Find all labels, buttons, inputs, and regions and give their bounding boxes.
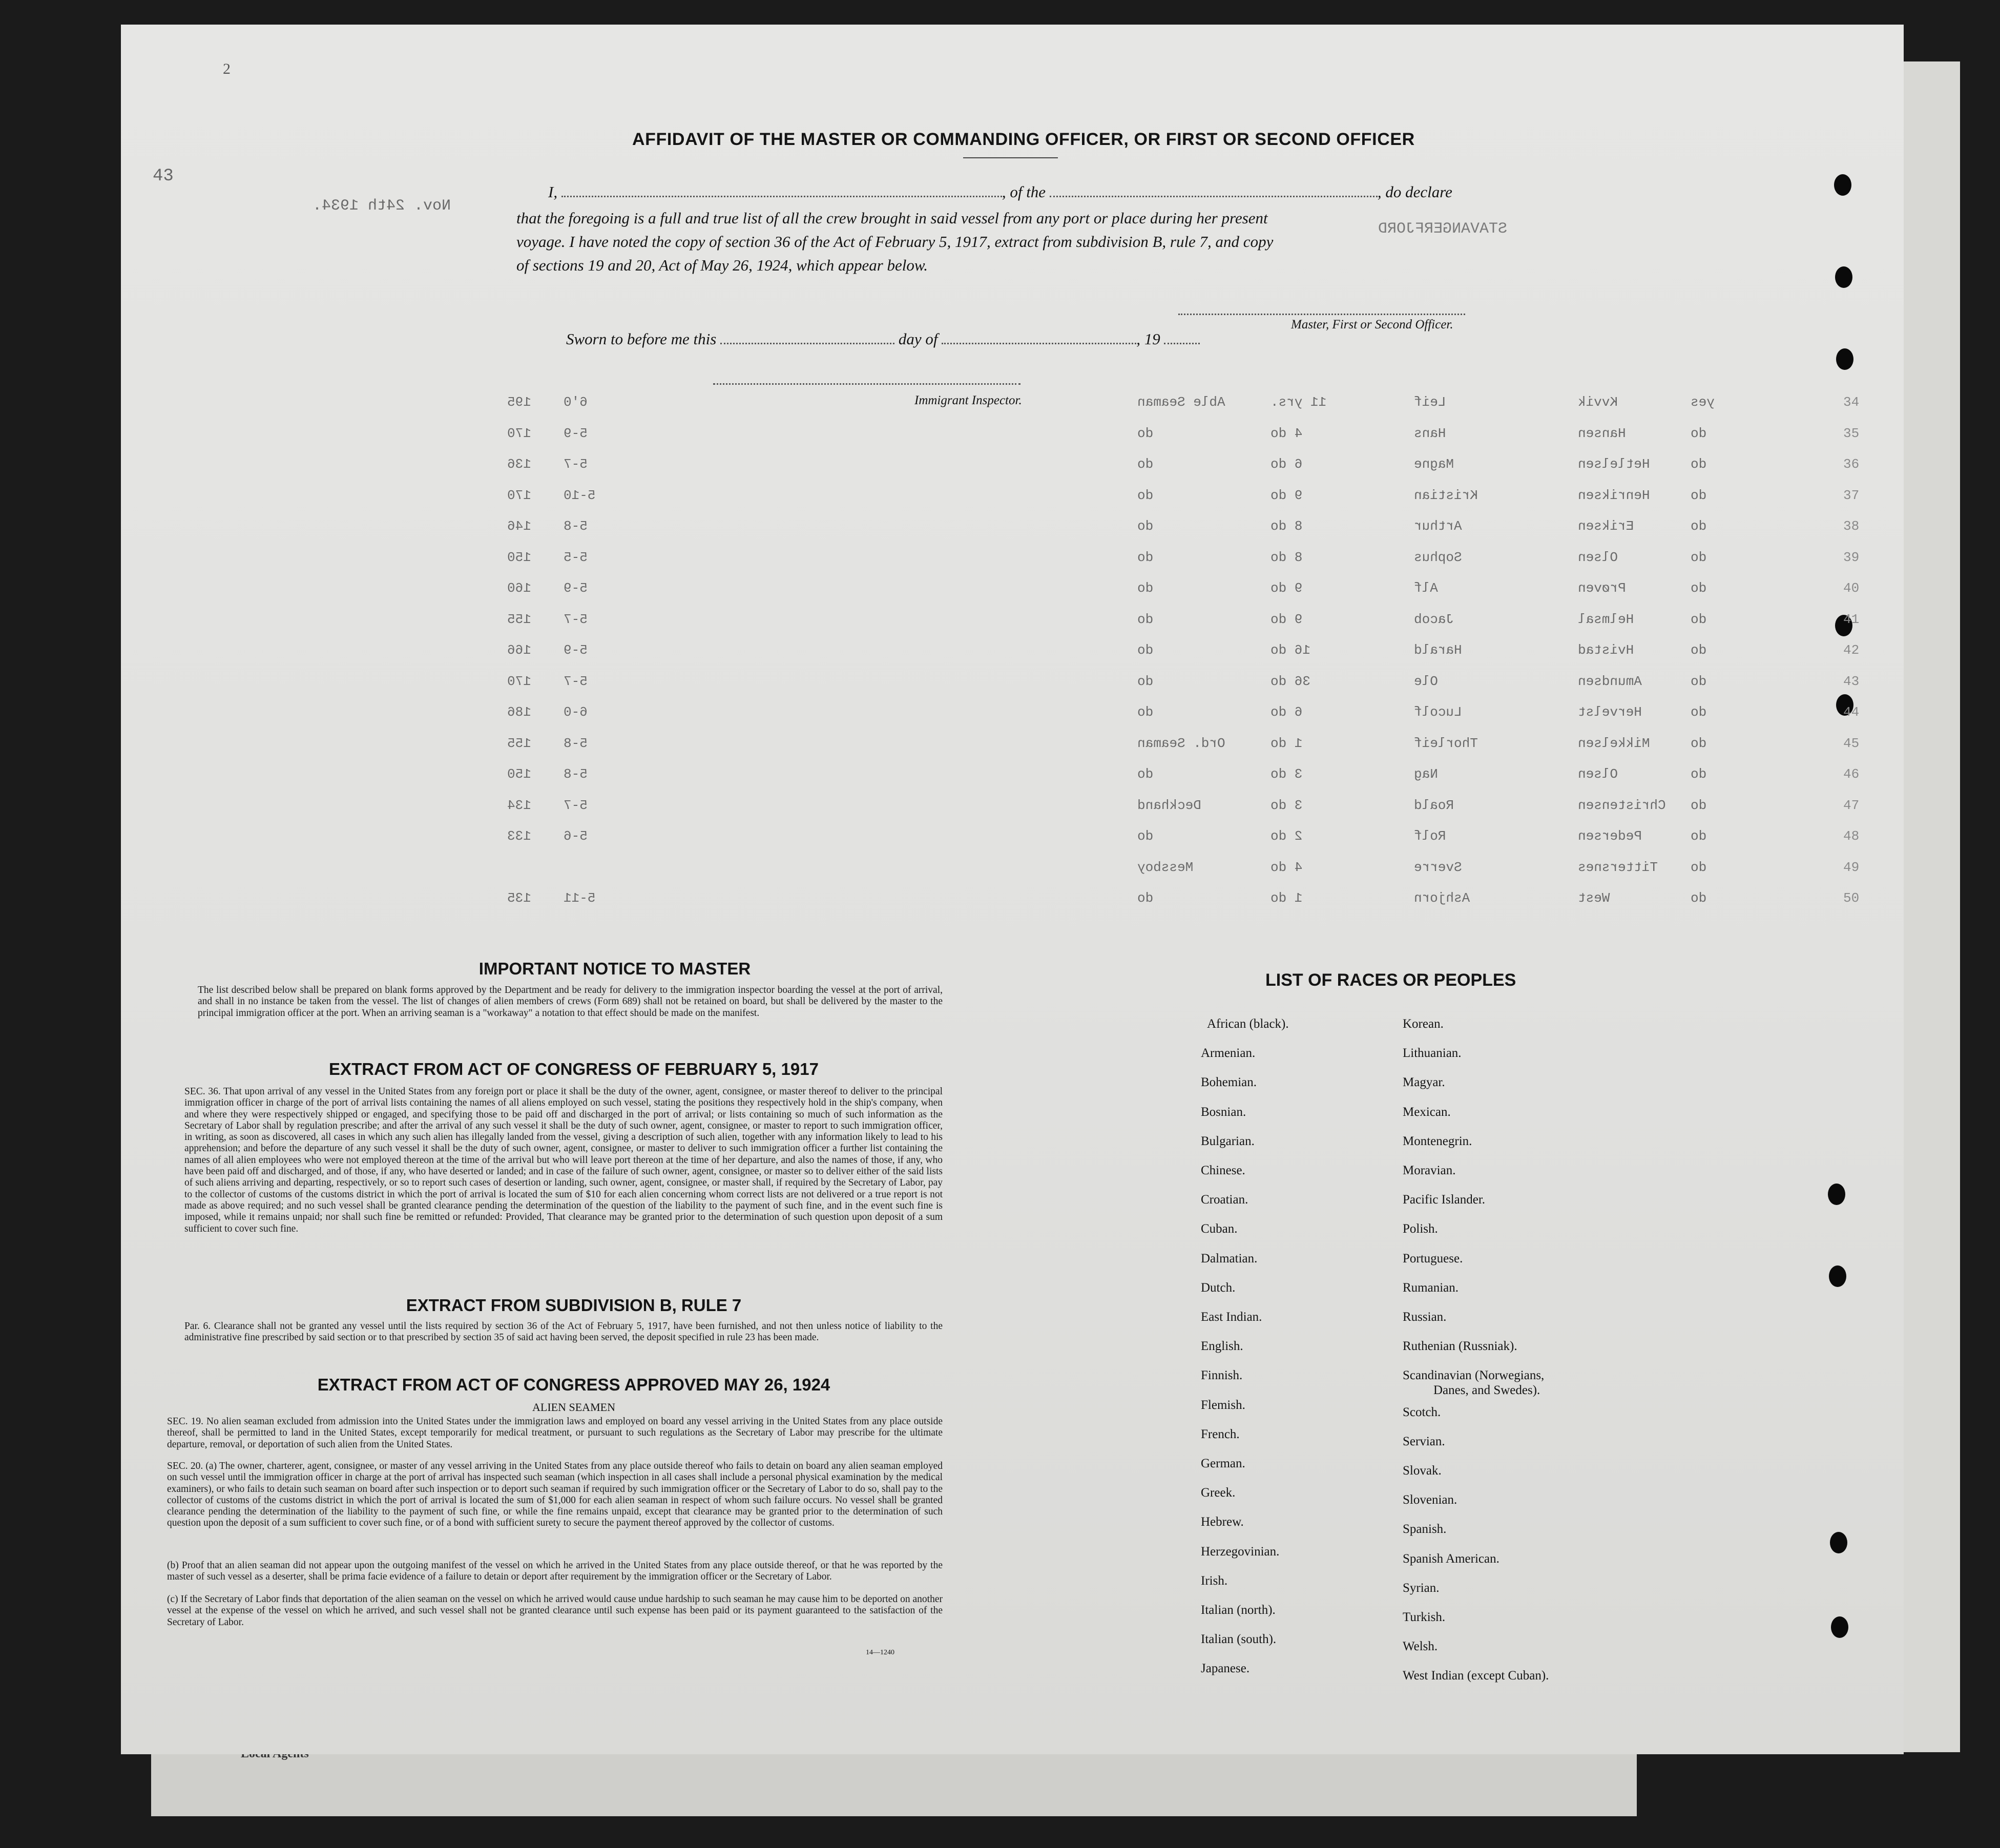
race-item: Armenian. <box>1201 1046 1256 1061</box>
ghost-cell-ht: 5-7 <box>564 456 588 472</box>
ghost-row-number: 46 <box>1843 766 1860 782</box>
race-item: Herzegovinian. <box>1201 1544 1280 1559</box>
ghost-cell-rating: do <box>1137 642 1154 658</box>
ghost-row-number: 34 <box>1843 394 1860 410</box>
master-signature-line[interactable] <box>1178 314 1465 315</box>
ghost-cell-rating: do <box>1137 456 1154 472</box>
ghost-cell-years: 6 do <box>1270 704 1303 720</box>
ghost-cell-surname: Mikkelsen <box>1578 735 1650 751</box>
affidavit-line-3: voyage. I have noted the copy of section 36 of the Act of February 5, 1917, extract from subdivision B, rule 7, and copy <box>516 233 1274 251</box>
ghost-cell-given: Nag <box>1414 766 1438 782</box>
race-item: Polish. <box>1403 1222 1438 1236</box>
ghost-cell-yes: do <box>1691 487 1707 503</box>
ghost-row-number: 35 <box>1843 425 1860 441</box>
race-item: Rumanian. <box>1403 1280 1459 1295</box>
ghost-cell-ht: 5-6 <box>564 828 588 844</box>
ghost-cell-wt: 195 <box>507 394 531 410</box>
notice-title: IMPORTANT NOTICE TO MASTER <box>478 959 751 978</box>
ghost-cell-yes: do <box>1691 611 1707 627</box>
ghost-row-number: 45 <box>1843 735 1860 751</box>
alien-seamen-subtitle: ALIEN SEAMEN <box>532 1401 615 1414</box>
ghost-cell-given: Roald <box>1414 797 1454 813</box>
ghost-cell-ht: 5-7 <box>564 673 588 689</box>
ghost-cell-ht: 5-8 <box>564 766 588 782</box>
ghost-cell-years: 8 do <box>1270 549 1303 565</box>
ghost-cell-given: Ole <box>1414 673 1438 689</box>
ghost-row-number: 41 <box>1843 611 1860 627</box>
ghost-cell-ht: 5-7 <box>564 611 588 627</box>
ghost-cell-surname: Olsen <box>1578 766 1618 782</box>
ghost-cell-wt: 155 <box>507 611 531 627</box>
race-item: Chinese. <box>1201 1164 1245 1177</box>
ghost-cell-years: 9 do <box>1270 611 1303 627</box>
ghost-cell-ht: 5-9 <box>564 580 588 596</box>
extract-rule7-body: Par. 6. Clearance shall not be granted any vessel until the lists required by section 36 of the Act of February 5, 1917, have been furnished, and not then unless notice of liability to the administrative fine prescribed by said section or to that prescribed by section 35 of said act having been served, the deposit specified in rule 23 has been made. <box>184 1321 943 1343</box>
binding-hole-6 <box>1828 1183 1845 1205</box>
do-declare-label: , do declare <box>1377 183 1452 201</box>
ghost-row-number: 37 <box>1843 487 1860 503</box>
ghost-cell-ht: 6-0 <box>564 704 588 720</box>
race-item: Spanish American. <box>1403 1551 1499 1566</box>
race-item: Bosnian. <box>1201 1105 1246 1119</box>
ghost-cell-given: Kristian <box>1414 487 1478 503</box>
extract-1917-body: SEC. 36. That upon arrival of any vessel in the United States from any foreign port or place it shall be the duty of the owner, agent, consignee, or master thereof to deliver to the principal immigration officer in charge of the port of arrival lists containing the names of all aliens employed on such vessel, stating the positions they respectively hold in the ship's company, when and where they were respectively shipped or engaged, and specifying those to be paid off and discharged in the port of arrival; or lists containing so much of such information as the Secretary of Labor shall by regulation prescribe; and after the arrival of any such vessel it shall be the duty of such owner, agent, consignee, or master to report to such immigration officer, in writing, as soon as discovered, all cases in which any such alien has illegally landed from the vessel, giving a description of such alien, together with any information likely to lead to his apprehension; and before the departure of any such vessel it shall be the duty of such owner, agent, consignee, or master to deliver to such immigration officer a further list containing the names of all alien employees who were not employed thereon at the time of the arrival but who will leave port thereon at the time of her departure, and also the names of those, if any, who have been paid off and discharged, and of those, if any, who have deserted or landed; and in case of the failure of such owner, agent, consignee, or master so to deliver either of the said lists of such aliens arriving and departing, respectively, or so to report such cases of desertion or landing, such owner, agent, consignee, or master shall, if required by the Secretary of Labor, pay to the collector of customs of the customs district in which the port of arrival is located the sum of $10 for each alien concerning whom correct lists are not delivered or a true report is not made as above required; and no such vessel shall be granted clearance pending the determination of the question of the liability to the payment of such fine, and in the event such fine is imposed, while it remains unpaid; nor shall such fine be remitted or refunded: Provided, That clearance may be granted prior to the determination of such question upon deposit of a sum sufficient to cover such fine. <box>184 1086 943 1234</box>
master-caption: Master, First or Second Officer. <box>1291 318 1453 331</box>
race-item: Hebrew. <box>1201 1515 1244 1529</box>
ghost-cell-years: 4 do <box>1270 859 1303 875</box>
race-item: Turkish. <box>1403 1610 1446 1624</box>
race-item: Slovak. <box>1403 1464 1442 1478</box>
ghost-date: Nov. 24th 1934. <box>312 197 451 215</box>
sec-20a-text: SEC. 20. (a) The owner, charterer, agent, consignee, or master of any vessel arriving in the United States from any place outside thereof who fails to detain on board any alien seaman employed on such vessel until the immigration officer in charge at the port of arrival has inspected such seaman (which inspection in all cases shall include a personal physical examination by the medical examiners), or who fails to detain such seaman on board after such inspection or to deport such seaman if required by such immigration officer or the Secretary of Labor to do so, shall pay to the collector of customs of the customs district in which the port of arrival is located the sum of $1,000 for each alien seaman in respect of whom such failure occurs. No vessel shall be granted clearance pending the determination of the liability to the payment of such fine, or while the fine remains unpaid, except that clearance may be granted prior to the determination of such question upon the deposit of a sum sufficient to cover such fine, or of a bond with sufficient surety to secure the payment thereof approved by the collector of customs. <box>167 1461 943 1529</box>
ghost-row-number: 40 <box>1843 580 1860 596</box>
ghost-cell-given: Arthur <box>1414 518 1462 534</box>
race-item: Syrian. <box>1403 1581 1440 1595</box>
ghost-cell-rating: do <box>1137 828 1154 844</box>
notice-body: The list described below shall be prepared on blank forms approved by the Department and be ready for delivery to the immigration inspector boarding the vessel at the port of arrival, and shall in no instance be taken from the vessel. The list of changes of alien members of crews (Form 689) shall not be retained on board, but shall be delivered by the master to the principal immigration officer at the port. When an arriving seaman is a "workaway" a notation to that effect should be made on the manifest. <box>198 985 943 1019</box>
race-item: East Indian. <box>1201 1310 1262 1324</box>
ghost-cell-years: 1 do <box>1270 890 1303 906</box>
day-of-label: day of <box>898 330 938 348</box>
ghost-cell-yes: do <box>1691 456 1707 472</box>
extract-rule7-title: EXTRACT FROM SUBDIVISION B, RULE 7 <box>406 1296 742 1315</box>
ghost-cell-given: Rolf <box>1414 828 1446 844</box>
race-item: Slovenian. <box>1403 1493 1457 1507</box>
race-item: Spanish. <box>1403 1522 1447 1536</box>
ghost-cell-yes: do <box>1691 642 1707 658</box>
ghost-cell-rating: do <box>1137 766 1154 782</box>
ghost-cell-rating: do <box>1137 549 1154 565</box>
ghost-cell-years: 4 do <box>1270 425 1303 441</box>
ghost-cell-wt: 155 <box>507 735 531 751</box>
ghost-cell-years: 9 do <box>1270 580 1303 596</box>
extract-1917-title: EXTRACT FROM ACT OF CONGRESS OF FEBRUARY 5, 1917 <box>329 1060 819 1078</box>
race-scandinavian-continued: Danes, and Swedes). <box>1433 1383 1540 1397</box>
ghost-cell-given: Thorleif <box>1414 735 1478 751</box>
ghost-cell-wt: 135 <box>507 890 531 906</box>
ghost-cell-rating: do <box>1137 487 1154 503</box>
ghost-cell-surname: Hvistad <box>1578 642 1634 658</box>
ghost-cell-years: 8 do <box>1270 518 1303 534</box>
sec-20b-text: (b) Proof that an alien seaman did not appear upon the outgoing manifest of the vessel on which he arrived in the United States from any place outside thereof, or that he was reported by the master of such vessel as a deserter, shall be prima facie evidence of a failure to detain or deport after requirement by the immigration officer or the Secretary of Labor. <box>167 1560 943 1583</box>
ghost-cell-rating: Messboy <box>1137 859 1194 875</box>
ghost-cell-years: 36 do <box>1270 673 1311 689</box>
vessel-blank <box>1050 196 1378 197</box>
ghost-cell-years: 2 do <box>1270 828 1303 844</box>
ghost-cell-given: Hans <box>1414 425 1446 441</box>
ghost-cell-rating: Able Seaman <box>1137 394 1225 410</box>
race-item: French. <box>1201 1427 1240 1441</box>
name-blank <box>561 196 1002 197</box>
ghost-cell-years: 3 do <box>1270 797 1303 813</box>
sworn-line <box>566 330 1200 348</box>
ghost-cell-surname: Pedersen <box>1578 828 1642 844</box>
ghost-cell-given: Sophus <box>1414 549 1462 565</box>
binding-hole-2 <box>1835 266 1852 288</box>
ghost-cell-yes: do <box>1691 890 1707 906</box>
ghost-cell-yes: do <box>1691 673 1707 689</box>
ghost-cell-years: 16 do <box>1270 642 1311 658</box>
ghost-cell-surname: Eriksen <box>1578 518 1634 534</box>
ghost-cell-given: Alf <box>1414 580 1438 596</box>
ghost-cell-wt: 150 <box>507 766 531 782</box>
ghost-cell-wt: 160 <box>507 580 531 596</box>
ghost-cell-wt: 170 <box>507 425 531 441</box>
ghost-cell-surname: Helmsal <box>1578 611 1634 627</box>
left-margin-note: 43 <box>153 167 174 186</box>
race-item: Magyar. <box>1403 1075 1445 1090</box>
ghost-row-number: 43 <box>1843 673 1860 689</box>
ghost-row-number: 49 <box>1843 859 1860 875</box>
race-item: Italian (north). <box>1201 1603 1276 1617</box>
affidavit-line-1 <box>548 183 1452 201</box>
ghost-cell-given: Jacob <box>1414 611 1454 627</box>
race-item: Scotch. <box>1403 1405 1441 1419</box>
ghost-cell-surname: Hansen <box>1578 425 1626 441</box>
race-item: Welsh. <box>1403 1639 1438 1654</box>
title-underline <box>963 157 1058 158</box>
ghost-cell-given: Magne <box>1414 456 1454 472</box>
ghost-cell-ht: 5-10 <box>564 487 596 503</box>
affidavit-line-2: that the foregoing is a full and true list of all the crew brought in said vessel from any port or place during her present <box>516 209 1268 227</box>
ghost-vessel: STAVANGERFJORD <box>1378 220 1508 238</box>
ghost-cell-years: 3 do <box>1270 766 1303 782</box>
ghost-row-number: 50 <box>1843 890 1860 906</box>
ghost-cell-ht: 5-9 <box>564 425 588 441</box>
race-item: Russian. <box>1403 1310 1447 1324</box>
ghost-cell-rating: do <box>1137 580 1154 596</box>
ghost-cell-ht: 5-11 <box>564 890 596 906</box>
ghost-cell-yes: do <box>1691 735 1707 751</box>
ghost-cell-years: 11 yrs. <box>1270 394 1327 410</box>
top-page-number: 2 <box>223 60 231 77</box>
ghost-cell-rating: do <box>1137 673 1154 689</box>
ghost-cell-ht: 5-9 <box>564 642 588 658</box>
sec-20c-text: (c) If the Secretary of Labor finds that deportation of the alien seaman on the vessel on which he arrived would cause undue hardship to such seaman he may cause him to be deported on another vessel at the expense of the vessel on which he arrived, and such vessel shall not be granted clearance until such expense has been paid or its payment guaranteed to the satisfaction of the Secretary of Labor. <box>167 1594 943 1628</box>
binding-hole-8 <box>1830 1532 1847 1553</box>
ghost-cell-years: 9 do <box>1270 487 1303 503</box>
ghost-cell-yes: do <box>1691 549 1707 565</box>
ghost-cell-yes: do <box>1691 828 1707 844</box>
ghost-cell-ht: 5-5 <box>564 549 588 565</box>
month-blank <box>942 343 1136 344</box>
race-item: Moravian. <box>1403 1164 1456 1177</box>
race-item: German. <box>1201 1457 1245 1470</box>
ghost-cell-ht: 5-8 <box>564 518 588 534</box>
race-item: Mexican. <box>1403 1105 1451 1119</box>
race-item: Bohemian. <box>1201 1075 1257 1090</box>
ghost-cell-ht: 6'0 <box>564 394 588 410</box>
ghost-cell-rating: do <box>1137 611 1154 627</box>
ghost-cell-given: Leif <box>1414 394 1446 410</box>
ghost-cell-surname: Prøven <box>1578 580 1626 596</box>
ghost-cell-wt: 146 <box>507 518 531 534</box>
race-item: Ruthenian (Russniak). <box>1403 1339 1517 1354</box>
race-item: Lithuanian. <box>1403 1046 1462 1061</box>
ghost-cell-wt: 133 <box>507 828 531 844</box>
affidavit-title: AFFIDAVIT OF THE MASTER OR COMMANDING OFFICER, OR FIRST OR SECOND OFFICER <box>632 130 1415 149</box>
race-item: Servian. <box>1403 1434 1445 1448</box>
ghost-cell-yes: do <box>1691 425 1707 441</box>
ghost-cell-yes: yes <box>1691 394 1715 410</box>
ghost-cell-surname: Hervelst <box>1578 704 1642 720</box>
ghost-cell-yes: do <box>1691 518 1707 534</box>
ghost-cell-yes: do <box>1691 859 1707 875</box>
sworn-label: Sworn to before me this <box>566 330 717 348</box>
ghost-cell-surname: Amundsen <box>1578 673 1642 689</box>
ghost-cell-rating: do <box>1137 518 1154 534</box>
race-item: Irish. <box>1201 1573 1228 1588</box>
race-item: Greek. <box>1201 1486 1236 1500</box>
race-item: Bulgarian. <box>1201 1134 1255 1148</box>
of-the-label: , of the <box>1002 183 1046 201</box>
ghost-row-number: 47 <box>1843 797 1860 813</box>
ghost-cell-rating: Deckhand <box>1137 797 1201 813</box>
ghost-cell-yes: do <box>1691 704 1707 720</box>
race-item: Portuguese. <box>1403 1251 1463 1265</box>
ghost-cell-given: Lucolf <box>1414 704 1462 720</box>
ghost-cell-wt: 134 <box>507 797 531 813</box>
ghost-cell-yes: do <box>1691 580 1707 596</box>
race-item: Finnish. <box>1201 1368 1243 1383</box>
ghost-cell-surname: Tittersnes <box>1578 859 1658 875</box>
race-item: Dalmatian. <box>1201 1251 1258 1265</box>
ghost-cell-rating: do <box>1137 704 1154 720</box>
ghost-cell-surname: Christensen <box>1578 797 1666 813</box>
inspector-signature-line[interactable] <box>713 383 1020 385</box>
ghost-cell-ht: 5-8 <box>564 735 588 751</box>
race-item: English. <box>1201 1339 1243 1354</box>
race-item: Italian (south). <box>1201 1632 1277 1647</box>
ghost-cell-surname: Olsen <box>1578 549 1618 565</box>
race-item: Pacific Islander. <box>1403 1193 1486 1207</box>
ghost-cell-years: 6 do <box>1270 456 1303 472</box>
i-label: I, <box>548 183 558 201</box>
ghost-row-number: 42 <box>1843 642 1860 658</box>
ghost-cell-surname: Kvvik <box>1578 394 1618 410</box>
inspector-caption: Immigrant Inspector. <box>914 393 1022 407</box>
ghost-row-number: 39 <box>1843 549 1860 565</box>
ghost-row-number: 36 <box>1843 456 1860 472</box>
race-item: Montenegrin. <box>1403 1134 1472 1148</box>
ghost-row-number: 44 <box>1843 704 1860 720</box>
ghost-cell-wt: 170 <box>507 673 531 689</box>
race-item: Dutch. <box>1201 1280 1236 1295</box>
race-item: African (black). <box>1207 1017 1289 1031</box>
ghost-cell-ht: 5-7 <box>564 797 588 813</box>
ghost-row-number: 38 <box>1843 518 1860 534</box>
race-item: Croatian. <box>1201 1193 1248 1207</box>
ghost-cell-wt: 136 <box>507 456 531 472</box>
binding-hole-1 <box>1834 174 1851 196</box>
race-item: West Indian (except Cuban). <box>1403 1669 1549 1683</box>
ghost-cell-given: Harald <box>1414 642 1462 658</box>
ghost-cell-surname: Hetlelsen <box>1578 456 1650 472</box>
ghost-cell-surname: West <box>1578 890 1610 906</box>
ghost-cell-wt: 150 <box>507 549 531 565</box>
form-number: 14—1240 <box>866 1649 894 1656</box>
binding-hole-9 <box>1831 1616 1848 1638</box>
ghost-cell-given: Ashjorn <box>1414 890 1470 906</box>
race-item: Japanese. <box>1201 1662 1250 1676</box>
ghost-cell-wt: 170 <box>507 487 531 503</box>
ghost-cell-yes: do <box>1691 766 1707 782</box>
affidavit-line-4: of sections 19 and 20, Act of May 26, 1924, which appear below. <box>516 256 928 274</box>
binding-hole-7 <box>1829 1265 1846 1287</box>
ghost-cell-years: 1 do <box>1270 735 1303 751</box>
year-blank <box>1164 343 1200 344</box>
year-label: , 19 <box>1136 330 1160 348</box>
ghost-cell-rating: Ord. Seaman <box>1137 735 1225 751</box>
extract-1924-title: EXTRACT FROM ACT OF CONGRESS APPROVED MAY 26, 1924 <box>317 1375 830 1394</box>
race-item: Flemish. <box>1201 1398 1245 1412</box>
ghost-cell-rating: do <box>1137 890 1154 906</box>
binding-strip <box>1904 61 1960 1752</box>
ghost-cell-given: Sverre <box>1414 859 1462 875</box>
ghost-cell-wt: 166 <box>507 642 531 658</box>
races-title: LIST OF RACES OR PEOPLES <box>1265 970 1516 990</box>
race-item: Cuban. <box>1201 1222 1238 1236</box>
race-item: Scandinavian (Norwegians, <box>1403 1368 1545 1383</box>
ghost-cell-rating: do <box>1137 425 1154 441</box>
day-blank <box>720 343 894 344</box>
ghost-cell-wt: 186 <box>507 704 531 720</box>
sec-19-text: SEC. 19. No alien seaman excluded from admission into the United States under the immigration laws and employed on board any vessel arriving in the United States from any place outside thereof, shall be permitted to land in the United States, except temporarily for medical treatment, or pursuant to such regulations as the Secretary of Labor may prescribe for the ultimate departure, removal, or deportation of such alien from the United States. <box>167 1416 943 1450</box>
ghost-cell-surname: Henriksen <box>1578 487 1650 503</box>
ghost-row-number: 48 <box>1843 828 1860 844</box>
ghost-cell-yes: do <box>1691 797 1707 813</box>
race-item: Korean. <box>1403 1017 1444 1031</box>
binding-hole-3 <box>1836 348 1853 370</box>
